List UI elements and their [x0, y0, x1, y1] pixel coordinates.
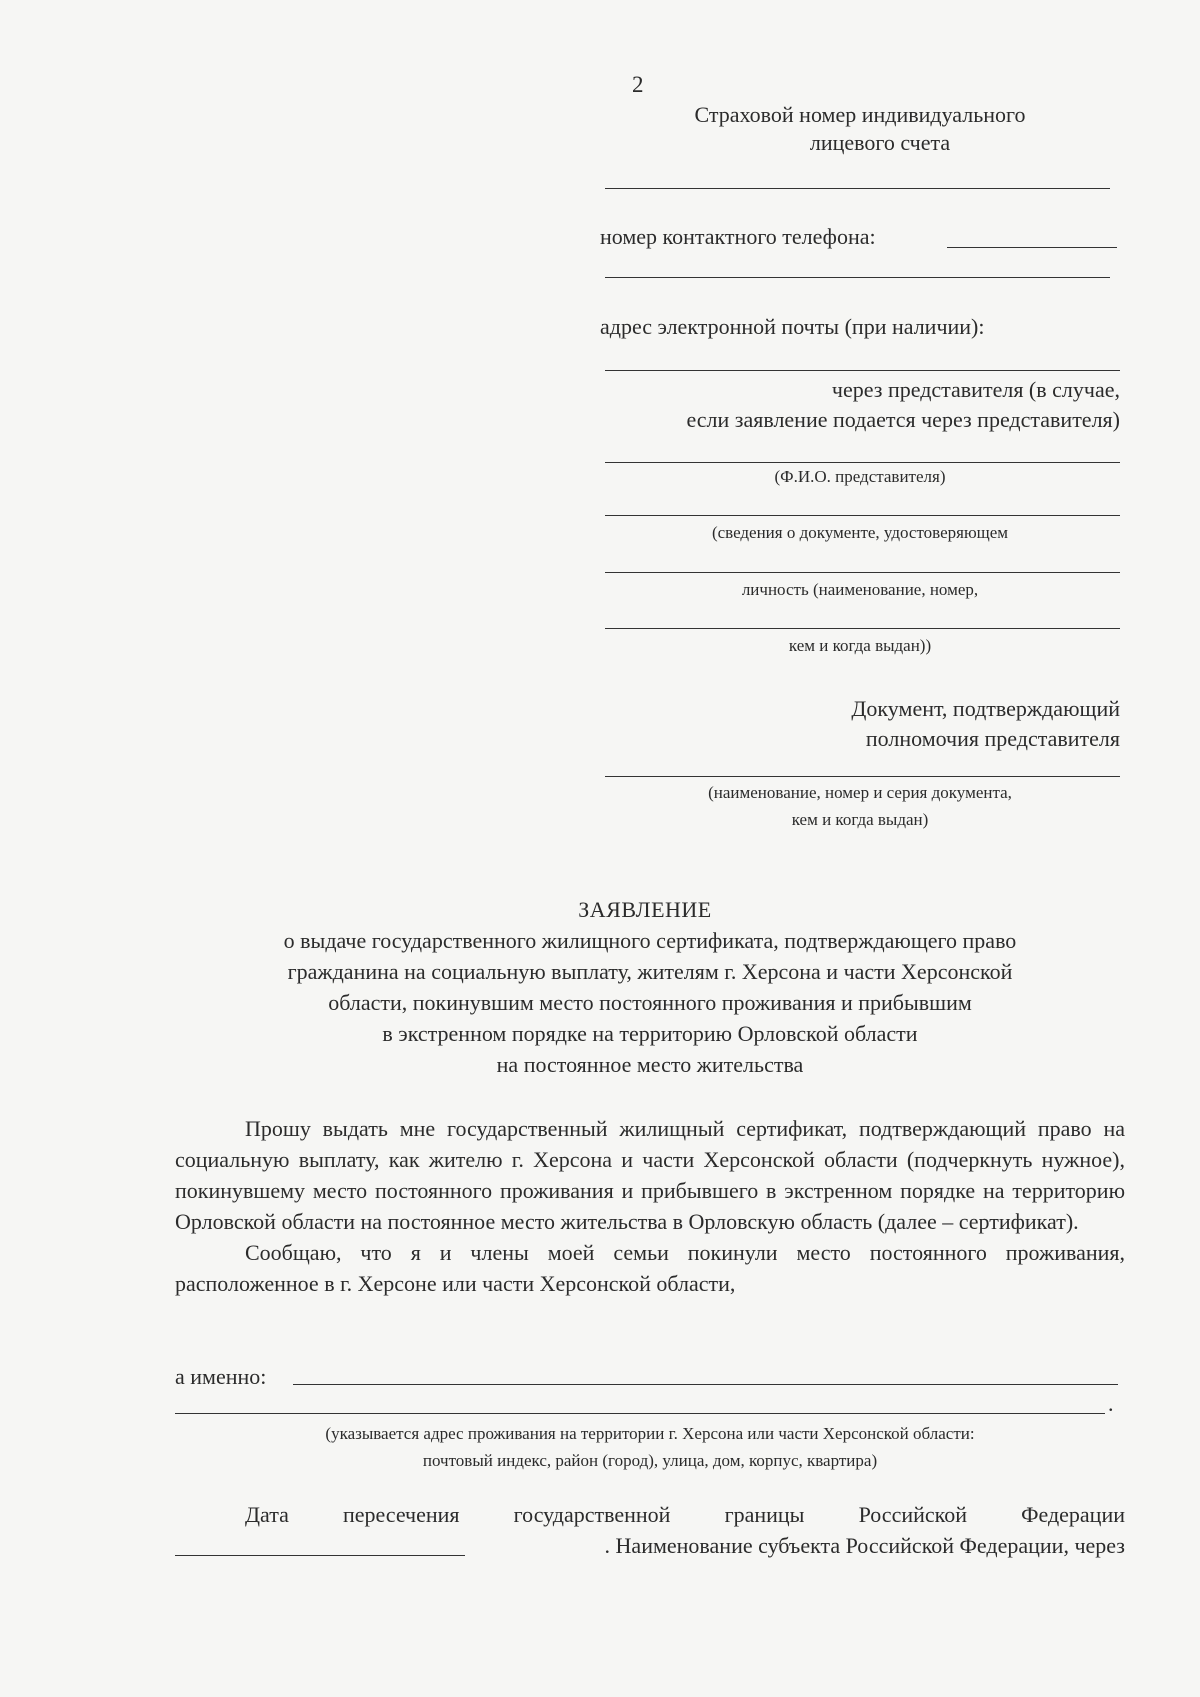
phone-label: номер контактного телефона:	[600, 224, 876, 249]
representative-line1: через представителя (в случае,	[831, 377, 1120, 402]
authority-document-hint-2: кем и когда выдан)	[791, 810, 929, 829]
statement-subtitle-line3: области, покинувшим место постоянного проживания и прибывшим	[328, 990, 972, 1015]
insurance-number-field[interactable]	[605, 188, 1110, 189]
namely-label: а именно:	[175, 1364, 267, 1389]
id-document-field-1[interactable]	[605, 515, 1120, 516]
address-field-1[interactable]	[293, 1384, 1118, 1385]
authority-document-line2: полномочия представителя	[865, 726, 1120, 751]
statement-subtitle-line1: о выдаче государственного жилищного сертификата, подтверждающего право	[283, 928, 1017, 953]
statement-subtitle-line5: на постоянное место жительства	[496, 1052, 804, 1077]
email-label: адрес электронной почты (при наличии):	[600, 314, 985, 339]
statement-subtitle-line4: в экстренном порядке на территорию Орловской области	[382, 1021, 918, 1046]
insurance-number-label-line2: лицевого счета	[809, 130, 951, 155]
border-crossing-text: Дата пересечения государственной границы Российской Федерации	[245, 1502, 1125, 1527]
statement-title: ЗАЯВЛЕНИЕ	[578, 897, 712, 922]
authority-document-hint-1: (наименование, номер и серия документа,	[708, 783, 1012, 802]
phone-field[interactable]	[947, 247, 1117, 248]
statement-subtitle	[175, 925, 1125, 1080]
authority-document-field[interactable]	[605, 776, 1120, 777]
address-field-2[interactable]	[175, 1413, 1105, 1414]
phone-field-extra[interactable]	[605, 277, 1110, 278]
page-number: 2	[632, 72, 644, 97]
statement-subtitle-line2: гражданина на социальную выплату, жителям г. Херсона и части Херсонской	[287, 959, 1013, 984]
email-field[interactable]	[605, 370, 1120, 371]
id-document-field-2[interactable]	[605, 572, 1120, 573]
id-document-field-3[interactable]	[605, 628, 1120, 629]
representative-line2: если заявление подается через представителя)	[686, 407, 1120, 432]
representative-name-hint: (Ф.И.О. представителя)	[774, 467, 946, 486]
border-crossing-paragraph	[175, 1499, 1125, 1530]
id-document-hint-3: кем и когда выдан))	[788, 636, 932, 655]
family-paragraph-text: Сообщаю, что я и члены моей семьи покинули место постоянного проживания, расположенное в г. Херсоне или части Херсонской области,	[175, 1240, 1125, 1296]
id-document-hint-2: личность (наименование, номер,	[741, 580, 979, 599]
id-document-hint-1: (сведения о документе, удостоверяющем	[711, 523, 1009, 542]
subject-name-text: . Наименование субъекта Российской Федерации, через	[604, 1533, 1125, 1558]
authority-document-line1: Документ, подтверждающий	[851, 696, 1120, 721]
address-hint-line2: почтовый индекс, район (город), улица, дом, корпус, квартира)	[422, 1451, 878, 1470]
insurance-number-label-line1: Страховой номер индивидуального	[694, 102, 1026, 127]
request-paragraph	[175, 1113, 1125, 1299]
address-period: .	[1108, 1391, 1114, 1416]
representative-name-field[interactable]	[605, 462, 1120, 463]
address-hint-line1: (указывается адрес проживания на территории г. Херсона или части Херсонской области:	[325, 1424, 975, 1443]
border-crossing-date-field[interactable]	[175, 1555, 465, 1556]
request-paragraph-text: Прошу выдать мне государственный жилищный сертификат, подтверждающий право на социальную выплату, как жителю г. Херсона и части Херсонской области (подчеркнуть нужное), покинувшему место постоянного проживания и прибывшего в экстренном порядке на территорию Орловской области на постоянное место жительства в Орловскую область (далее – сертификат).	[175, 1116, 1125, 1234]
